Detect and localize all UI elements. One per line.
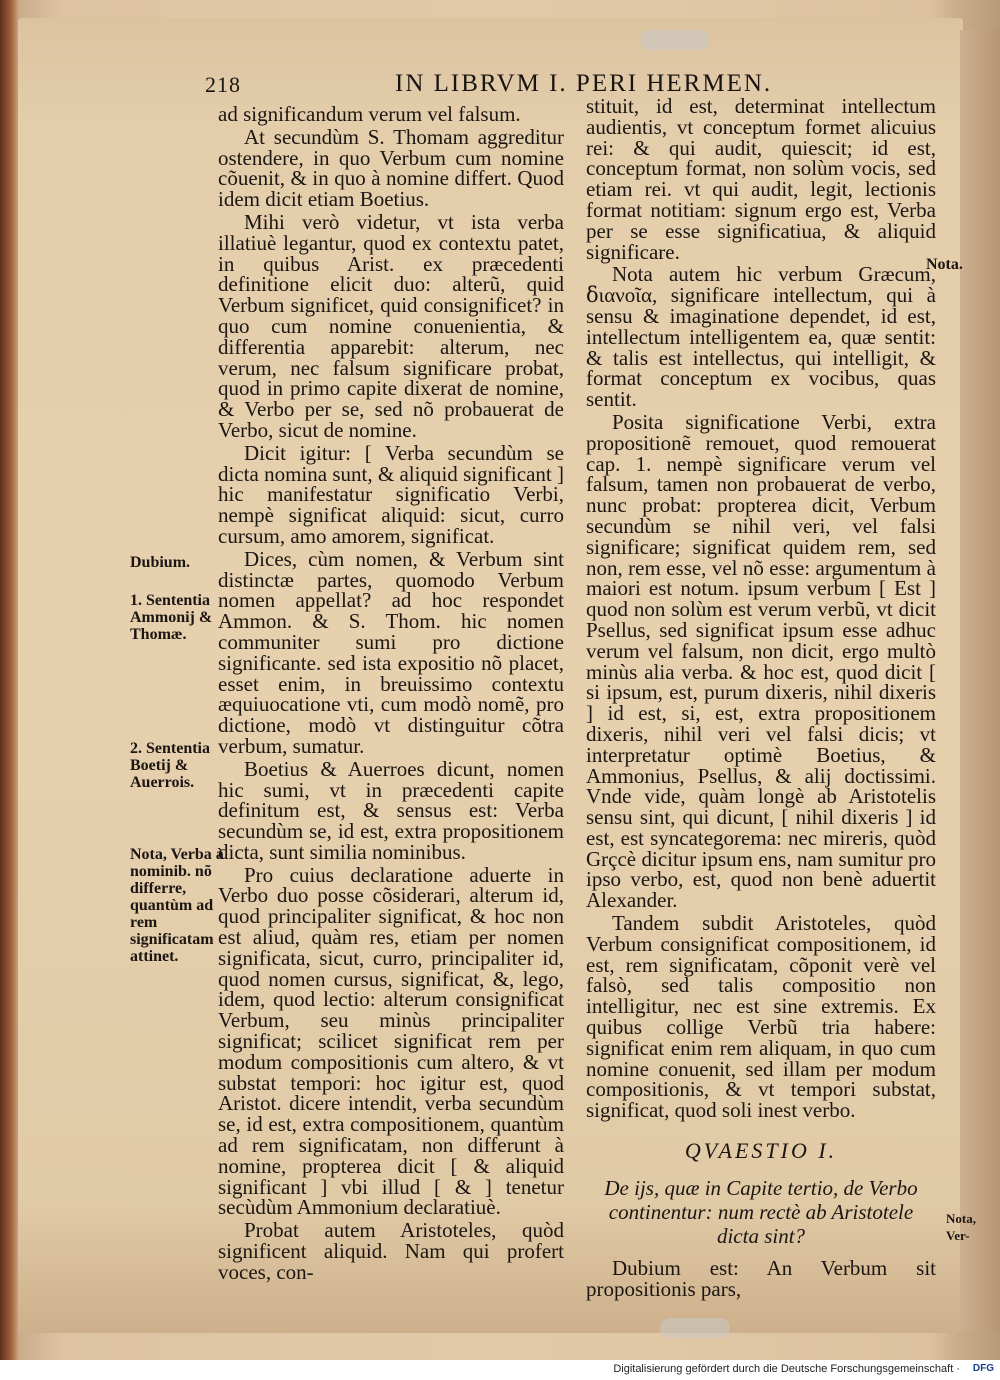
page-clip-top: [640, 30, 710, 50]
facing-page-edge: [960, 30, 1000, 1330]
margin-note-nota-right: Nota.: [926, 256, 963, 273]
left-text-column: [218, 104, 564, 1285]
quaestio-first-line: Dubium est: An Verbum sit propositionis pars,: [586, 1255, 936, 1301]
quaestio-subtitle: De ijs, quæ in Capite tertio, de Verbo continentur: num rectè ab Aristotele dicta sint?: [604, 1175, 918, 1248]
margin-note-sententia-1: 1. Sententia Ammonij & Thomæ.: [130, 592, 213, 643]
digitization-footer: [0, 1360, 1000, 1380]
left-paragraph-1: ad significandum verum vel falsum.: [218, 102, 521, 126]
right-paragraph-2: Nota autem hic verbum Græcum, ẟιανοῖα, significare intellectum, qui à sensu & imaginatione dependet, id est, intellectum intelligentem ea, quæ sentit: & talis est intellectus, qui intelligit, & format conceptum ex vocibus, quas sentit.: [586, 262, 936, 412]
right-paragraph-3: Posita significatione Verbi, extra propositionẽ remouet, quod remouerat cap. 1. nempè significare verum vel falsum, tamen non probauerat de verbo, nunc probat: propterea dicit, Verbum secundùm se nihil veri, vel falsi significare; significat quidem rem, sed non, rem esse, vel nõ esse: argumentum à maiori est notum. ipsum verbum [ Est ] quod non solùm est verum verbũ, vt dicit Psellus, sed significat ipsum esse adhuc verum vel falsum, non dicit, ergo multò minùs alia verba. & hoc est, quod dicit [ si ipsum, est, purum dixeris, nihil dixeris ] id est, si, est, extra propositionem dixeris, nihil veri vel falsi dicis; vt interpretatur optimè Boetius, & Ammonius, Psellus, & alij doctissimi. Vnde vide, quàm longè ab Aristotelis sensu sint, qui dicunt, [ nihil dixeris ] id est, est syncategorema: nec mireris, quòd Grçcè dicitur ipsum ens, nam sumitur pro ipso verbo, est, quod non benè aduertit Alexander.: [586, 409, 936, 913]
page-clip-bottom: [660, 1318, 730, 1338]
quaestio-title: QVAESTIO I.: [684, 1138, 838, 1164]
right-paragraph-4: Tandem subdit Aristoteles, quòd Verbum consignificat compositionem, id est, rem significatam, cõponit verè vel falsò, sed talis compositio non intelligitur, nec est sine extremis. Ex quibus collige Verbũ tria habere: significat enim rem aliquam, in quo cum nomine conuenit, sed illam per modum compositionis, & vt tempori substat, significat, quod soli inest verbo.: [586, 911, 936, 1123]
footer-credit: Digitalisierung gefördert durch die Deutsche Forschungsgemeinschaft ·: [613, 1363, 960, 1375]
dfg-logo: DFG: [972, 1363, 994, 1374]
right-paragraph-1: stituit, id est, determinat intellectum audientis, vt conceptum formet alicuius rei: & qui audit, quiescit; id est, conceptum format, non solùm vocis, sed etiam rei. vt qui audit, legit, lectionis format notitiam: signum ergo est, Verba per se esse significatiua, & aliquid significare.: [586, 94, 936, 264]
left-paragraph-4: Dicit igitur: [ Verba secundùm se dicta nomina sunt, & aliquid significant ] hic manifestatur significatio Verbi, nempè significat aliquid: sicut, curro cursum, amo amorem, significat.: [218, 440, 564, 548]
right-text-column: [586, 96, 936, 1301]
book-binding-edge: [0, 0, 18, 1360]
left-paragraph-6: Boetius & Auerroes dicunt, nomen hic sumi, vt in præcedenti capite definitum est, & sensus est: Verba secundùm se, id est, extra propositionem dicta, sunt similia nominibus.: [218, 756, 564, 864]
margin-note-nota-right-2: Nota, Ver-: [946, 1211, 976, 1243]
margin-note-sententia-2: 2. Sententia Boetij & Auerrois.: [130, 740, 210, 791]
left-paragraph-5: Dices, cùm nomen, & Verbum sint distinctæ partes, quomodo Verbum nomen appellat? ad hoc respondet Ammon. & S. Thom. hic nomen communiter sumi pro dictione significante. sed ista expositio nõ placet, esset enim, in breuissimo contextu æquiuocatione vti, cum modò nomẽ, pro dictione, modò vt distinguitur cõtra verbum, sumatur.: [218, 546, 564, 758]
left-paragraph-7: Pro cuius declaratione aduerte in Verbo duo posse cõsiderari, alterum id, quod principaliter significat, & hoc non est aliud, quàm res, etiam per nomen significata, sicut, curro, principaliter id, quod nomen cursus, significat, &, lego, idem, quod lectio: alterum consignificat Verbum, seu minùs principaliter significat; scilicet significat rem per modum compositionis cum altero, & vt substat tempori: hoc igitur est, quod Aristot. dicere intendit, verba secundùm se, id est, extra compositionem, quantùm ad rem significatam, non differunt à nomine, propterea dicit [ & aliquid significant ] vbi illud [ & ] tenetur secùdùm Ammonium declaratiuè.: [218, 862, 564, 1220]
page-number: 218: [205, 72, 241, 97]
margin-note-nota-verba: Nota, Verba à nominib. nõ differre, quantùm ad rem significatam attinet.: [130, 846, 224, 965]
left-paragraph-2: At secundùm S. Thomam aggreditur ostendere, in quo Verbum cum nomine cõuenit, & in quo à nomine differt. Quod idem dicit etiam Boetius.: [218, 124, 564, 212]
left-paragraph-8: Probat autem Aristoteles, quòd significent aliquid. Nam qui profert voces, con-: [218, 1218, 564, 1284]
margin-note-dubium: Dubium.: [130, 554, 191, 571]
running-title: IN LIBRVM I. PERI HERMEN.: [395, 70, 773, 97]
left-paragraph-3: Mihi verò videtur, vt ista verba illatiuè legantur, quod ex contextu patet, in quibus Arist. ex præcedenti definitione elicit duo: alterũ, quid Verbum significet, quid consignificet? in quo cum nomine conuenientia, & differentia apparebit: alterum, nec verum, nec falsum significare probat, quod in primo capite dixerat de nomine, & Verbo per se, sed nõ probauerat de Verbo, sicut de nomine.: [218, 209, 564, 442]
